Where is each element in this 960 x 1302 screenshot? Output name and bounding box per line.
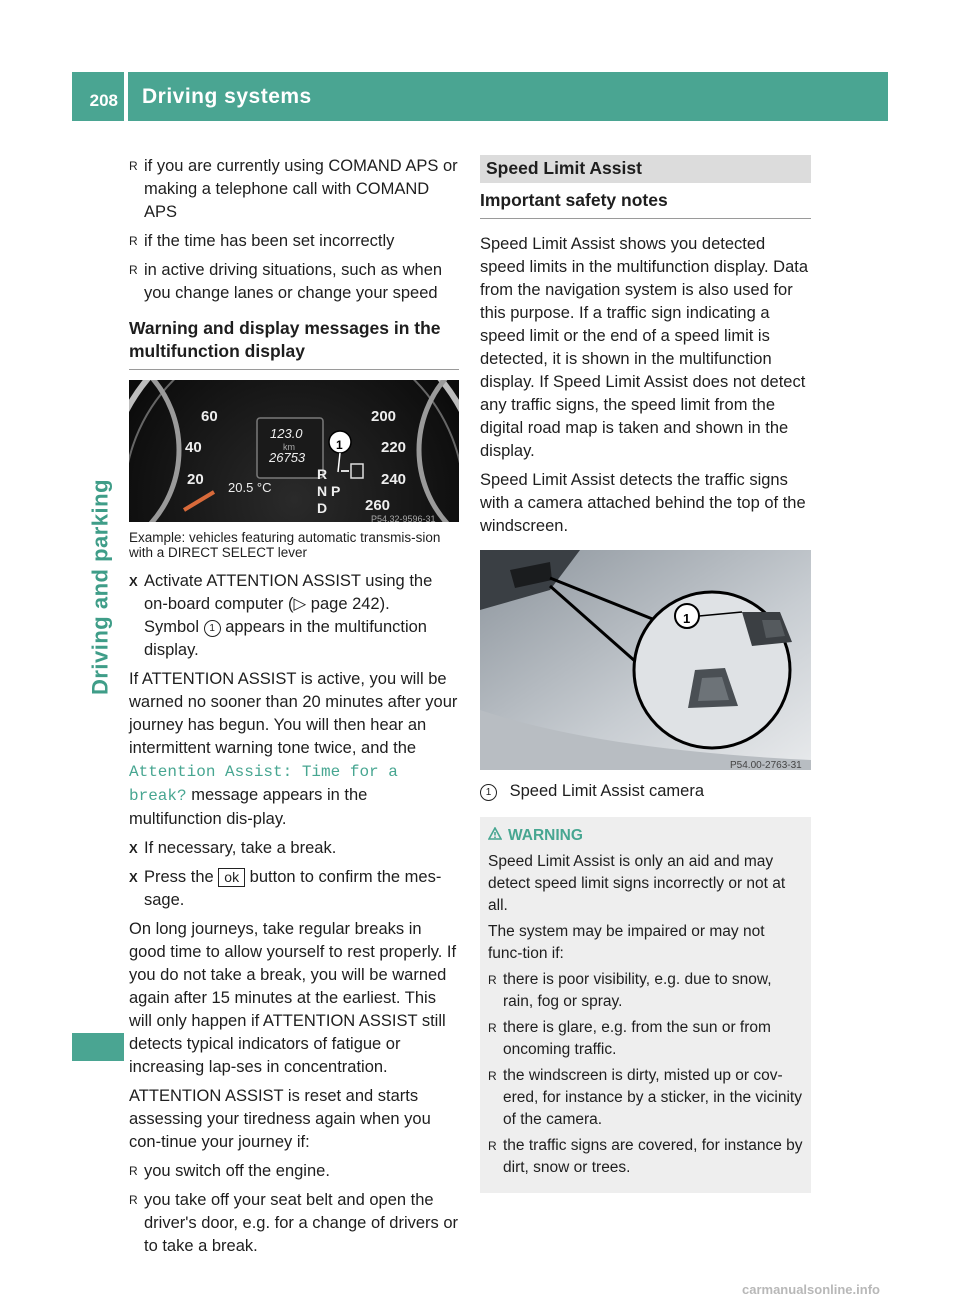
- list-item: R if the time has been set incorrectly: [129, 230, 459, 253]
- page-number: 208: [89, 91, 118, 110]
- left-column: [129, 155, 459, 1264]
- page-header: [72, 72, 888, 121]
- speed-label: 60: [201, 408, 218, 425]
- figure-callout-number: 1: [683, 611, 691, 626]
- outside-temperature: 20.5 °C: [228, 480, 272, 495]
- speed-label: 260: [365, 497, 391, 514]
- instruction-step: X If necessary, take a break.: [129, 837, 459, 860]
- page-reference: page 242).: [306, 595, 390, 613]
- warning-list-item: R the traffic signs are covered, for instance by dirt, snow or trees.: [488, 1135, 803, 1179]
- page-number-box: [72, 72, 124, 121]
- speed-label: 240: [381, 471, 407, 488]
- section-heading: Warning and display messages in the multifunction display: [129, 317, 459, 370]
- paragraph: If ATTENTION ASSIST is active, you will be warned no sooner than 20 minutes after your journey has begun. You will then hear an intermittent warning tone twice, and the Attention Assist: Time for a break? message appears in the multifunction dis-play.: [129, 670, 458, 828]
- list-item: R you switch off the engine.: [129, 1160, 459, 1183]
- list-item: R you take off your seat belt and open the driver's door, e.g. for a change of drivers or to take a break.: [129, 1189, 459, 1258]
- warning-title: WARNING: [508, 827, 583, 844]
- side-tab-marker: [72, 1033, 124, 1061]
- callout-1-symbol: 1: [204, 620, 221, 637]
- warning-triangle-icon: [488, 825, 502, 847]
- gear-reverse: R: [317, 466, 328, 482]
- subsection-heading: Important safety notes: [480, 189, 811, 219]
- display-message: Attention Assist: Time for a break?: [129, 763, 398, 805]
- section-title: Speed Limit Assist: [480, 155, 811, 183]
- odometer-unit: km: [283, 442, 295, 452]
- speed-label: 20: [187, 471, 204, 488]
- paragraph: ATTENTION ASSIST is reset and starts assessing your tiredness again when you con-tinue your journey if:: [129, 1087, 431, 1151]
- list-item: R in active driving situations, such as when you change lanes or change your speed: [129, 259, 459, 305]
- image-code: P54.32-9596-31: [371, 514, 436, 522]
- gear-neutral-park: N P: [317, 483, 341, 499]
- page-reference-arrow-icon: ▷: [293, 595, 307, 613]
- callout-1-symbol: 1: [480, 784, 497, 801]
- list-item: R if you are currently using COMAND APS or making a telephone call with COMAND APS: [129, 155, 459, 224]
- warning-paragraph: The system may be impaired or may not func-tion if:: [488, 923, 765, 962]
- chapter-title-box: [128, 72, 888, 121]
- instrument-cluster-figure: [129, 380, 459, 522]
- trip-odometer: 123.0: [270, 426, 303, 441]
- paragraph: On long journeys, take regular breaks in good time to allow yourself to rest properly. If you do not take a break, you will be warned again after 15 minutes at the earliest. This will only happen if ATTENTION ASSIST still detects typical indicators of fatigue or increasing lap-ses in concentration.: [129, 920, 457, 1076]
- warning-list-item: R there is poor visibility, e.g. due to snow, rain, fog or spray.: [488, 969, 803, 1013]
- instruction-step: X Press the ok button to confirm the mes-sage.: [129, 866, 459, 912]
- right-column: [480, 155, 811, 1193]
- warning-box: [480, 817, 811, 1193]
- speed-label: 220: [381, 439, 407, 456]
- paragraph: Speed Limit Assist detects the traffic signs with a camera attached behind the top of the windscreen.: [480, 471, 806, 535]
- warning-list-item: R there is glare, e.g. from the sun or from oncoming traffic.: [488, 1017, 803, 1061]
- instruction-step: X Activate ATTENTION ASSIST using the on-board computer (▷ page 242). Symbol 1 appears in the multifunction display.: [129, 570, 459, 662]
- footer-watermark: carmanualsonline.info: [742, 1282, 880, 1297]
- warning-heading: [488, 825, 803, 847]
- speed-label: 200: [371, 408, 397, 425]
- figure-legend: 1 Speed Limit Assist camera: [480, 780, 811, 803]
- side-tab-label: Driving and parking: [87, 478, 113, 696]
- side-tab: [72, 150, 124, 1200]
- gear-drive: D: [317, 500, 328, 516]
- total-odometer: 26753: [269, 450, 306, 465]
- chapter-title: Driving systems: [142, 85, 312, 108]
- warning-paragraph: Speed Limit Assist is only an aid and may detect speed limit signs incorrectly or not at all.: [488, 853, 786, 914]
- paragraph: Speed Limit Assist shows you detected speed limits in the multifunction display. Data from the navigation system is also used for this purpose. If a traffic sign indicating a speed limit or the end of a speed limit is detected, it is shown in the multifunction display. If Speed Limit Assist does not detect any traffic signs, the speed limit from the digital road map is taken and shown in the display.: [480, 235, 809, 460]
- camera-location-figure: [480, 550, 811, 770]
- ok-button-symbol: ok: [218, 868, 245, 887]
- figure-caption: Example: vehicles featuring automatic transmis-sion with a DIRECT SELECT lever: [129, 530, 441, 560]
- speed-label: 40: [185, 439, 202, 456]
- windscreen-camera-illustration: [480, 550, 811, 770]
- figure-callout-number: 1: [336, 438, 343, 452]
- warning-list-item: R the windscreen is dirty, misted up or cov-ered, for instance by a sticker, in the vicinity of the camera.: [488, 1065, 803, 1131]
- image-code: P54.00-2763-31: [730, 760, 802, 770]
